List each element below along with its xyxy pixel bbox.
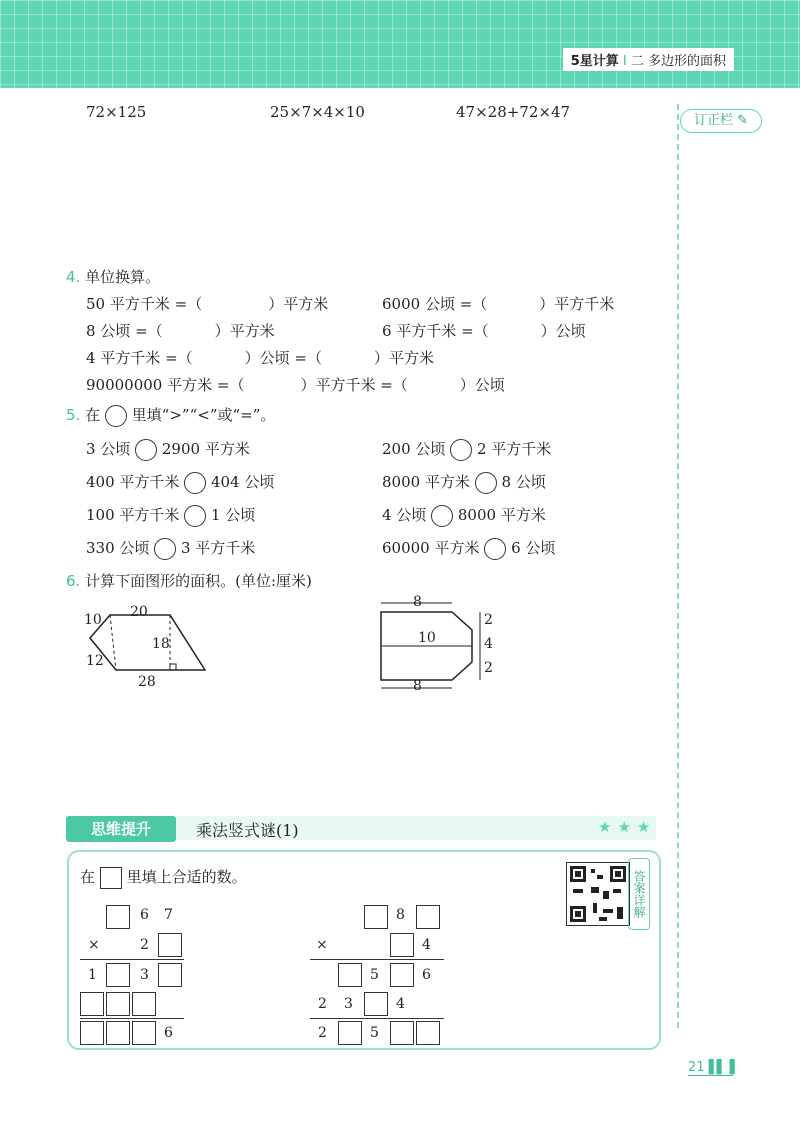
q5-post: 里填“>”“<”或“=”。: [131, 406, 276, 424]
header-brand: 5星计算: [570, 54, 619, 69]
compare-circle[interactable]: [475, 472, 497, 494]
puzzle2-box[interactable]: [390, 1021, 414, 1045]
compare-circle[interactable]: [135, 439, 157, 461]
q4-row-5: 4 平方千米 =（ ）公顷 =（ ）平方米: [86, 349, 435, 367]
pencil-icon: ✎: [737, 113, 749, 128]
q4-row-2: 6000 公顷 =（ ）平方千米: [382, 295, 615, 313]
puzzle1-box[interactable]: [80, 1021, 104, 1045]
compare-circle[interactable]: [154, 538, 176, 560]
puzzle1-box[interactable]: [106, 963, 130, 987]
puzzle2-digit: 6: [422, 967, 431, 983]
puzzle2-digit: 2: [318, 996, 327, 1012]
puzzle2-box[interactable]: [338, 1021, 362, 1045]
puzzle1-digit: 1: [88, 967, 97, 983]
fig2-label-mid: 10: [418, 630, 436, 646]
puzzle2-rule: [310, 959, 444, 960]
q4-row-3: 8 公顷 =（ ）平方米: [86, 322, 275, 340]
compare-circle[interactable]: [184, 505, 206, 527]
fig2-label-bot: 8: [413, 678, 422, 694]
books-icon: ▌▌▐: [708, 1060, 733, 1075]
puzzle1-digit: 6: [140, 907, 149, 923]
q5-item-5: 100 平方千米 1 公顷: [86, 504, 255, 527]
puzzle2-times: ×: [316, 937, 328, 953]
q5-item-8: 60000 平方米 6 公顷: [382, 537, 555, 560]
puzzle2-digit: 4: [396, 996, 405, 1012]
compare-circle[interactable]: [184, 472, 206, 494]
q5-item-2: 200 公顷 2 平方千米: [382, 438, 551, 461]
puzzle-instruction: 在 里填上合适的数。: [80, 866, 247, 889]
q4-row-6: 90000000 平方米 =（ ）平方千米 =（ ）公顷: [86, 376, 505, 394]
puzzle1-box[interactable]: [132, 1021, 156, 1045]
puzzle2-digit: 2: [318, 1025, 327, 1041]
q5-pre: 在: [85, 406, 101, 424]
puzzle2-digit: 8: [396, 907, 405, 923]
q6-title: 计算下面图形的面积。(单位:厘米): [85, 572, 312, 590]
q4-row-1: 50 平方千米 =（ ）平方米: [86, 295, 329, 313]
q4-title: 单位换算。: [85, 268, 161, 286]
puzzle1-digit: 7: [164, 907, 173, 923]
puzzle1-box[interactable]: [106, 905, 130, 929]
fig1-label-12: 12: [86, 653, 104, 669]
puzzle1-box[interactable]: [106, 992, 130, 1016]
puzzle2-box[interactable]: [338, 963, 362, 987]
puzzle1-box[interactable]: [158, 963, 182, 987]
header-chapter: 二 多边形的面积: [630, 54, 726, 69]
puzzle1-box[interactable]: [80, 992, 104, 1016]
puzzle1-digit: 2: [140, 937, 149, 953]
difficulty-stars: ★★★: [598, 818, 657, 836]
q5-number: 5.: [66, 406, 81, 424]
puzzle2-digit: 4: [422, 937, 431, 953]
fig2-label-r3: 2: [484, 660, 493, 676]
compare-circle[interactable]: [484, 538, 506, 560]
compare-circle[interactable]: [431, 505, 453, 527]
puzzle2-box[interactable]: [364, 905, 388, 929]
puzzle2-box[interactable]: [390, 933, 414, 957]
page-header-band: [0, 0, 800, 88]
puzzle1-rule: [80, 959, 184, 960]
fig2-label-r2: 4: [484, 636, 493, 652]
header-sep: Ⅰ: [622, 54, 627, 69]
header-title-box: [563, 48, 734, 71]
correction-sidebar-line: [677, 104, 679, 1028]
puzzle2-box[interactable]: [416, 905, 440, 929]
qr-code-icon[interactable]: [566, 862, 630, 926]
puzzle2-digit: 3: [344, 996, 353, 1012]
q4-number: 4.: [66, 268, 81, 286]
puzzle1-digit: 6: [164, 1025, 173, 1041]
fig1-label-20: 20: [130, 604, 148, 620]
puzzle2-digit: 5: [370, 967, 379, 983]
puzzle1-times: ×: [88, 937, 100, 953]
fig1-label-10: 10: [84, 612, 102, 628]
page-number: 21 ▌▌▐: [688, 1060, 733, 1075]
q4-heading: [66, 266, 160, 287]
calc-item-1: 72×125: [86, 103, 147, 121]
answer-detail-label[interactable]: 答案详解: [628, 858, 650, 930]
calc-item-2: 25×7×4×10: [270, 103, 365, 121]
q5-item-3: 400 平方千米 404 公顷: [86, 471, 274, 494]
compare-circle[interactable]: [450, 439, 472, 461]
fig2-label-r1: 2: [484, 612, 493, 628]
q5-item-1: 3 公顷 2900 平方米: [86, 438, 250, 461]
section-title: 乘法竖式谜(1): [196, 821, 299, 840]
q5-item-4: 8000 平方米 8 公顷: [382, 471, 546, 494]
puzzle2-box[interactable]: [416, 1021, 440, 1045]
square-blank-icon: [100, 867, 122, 889]
puzzle2-rule: [310, 1018, 444, 1019]
q5-heading: [66, 404, 275, 427]
section-tag: 思维提升: [66, 816, 176, 842]
q6-heading: [66, 570, 312, 591]
puzzle1-box[interactable]: [106, 1021, 130, 1045]
q5-item-7: 330 公顷 3 平方千米: [86, 537, 255, 560]
circle-blank-icon: [105, 405, 127, 427]
fig1-label-28: 28: [138, 674, 156, 690]
puzzle1-box[interactable]: [158, 933, 182, 957]
q6-number: 6.: [66, 572, 81, 590]
fig2-label-top: 8: [413, 594, 422, 610]
correction-label: [680, 109, 762, 133]
puzzle1-rule: [80, 1018, 184, 1019]
fig1-label-18: 18: [152, 636, 170, 652]
q5-item-6: 4 公顷 8000 平方米: [382, 504, 546, 527]
calc-item-3: 47×28+72×47: [456, 103, 571, 121]
q4-row-4: 6 平方千米 =（ ）公顷: [382, 322, 586, 340]
puzzle2-box[interactable]: [390, 963, 414, 987]
puzzle1-box[interactable]: [132, 992, 156, 1016]
puzzle2-box[interactable]: [364, 992, 388, 1016]
correction-label-text: 订正栏: [693, 113, 733, 128]
puzzle1-digit: 3: [140, 967, 149, 983]
puzzle2-digit: 5: [370, 1025, 379, 1041]
